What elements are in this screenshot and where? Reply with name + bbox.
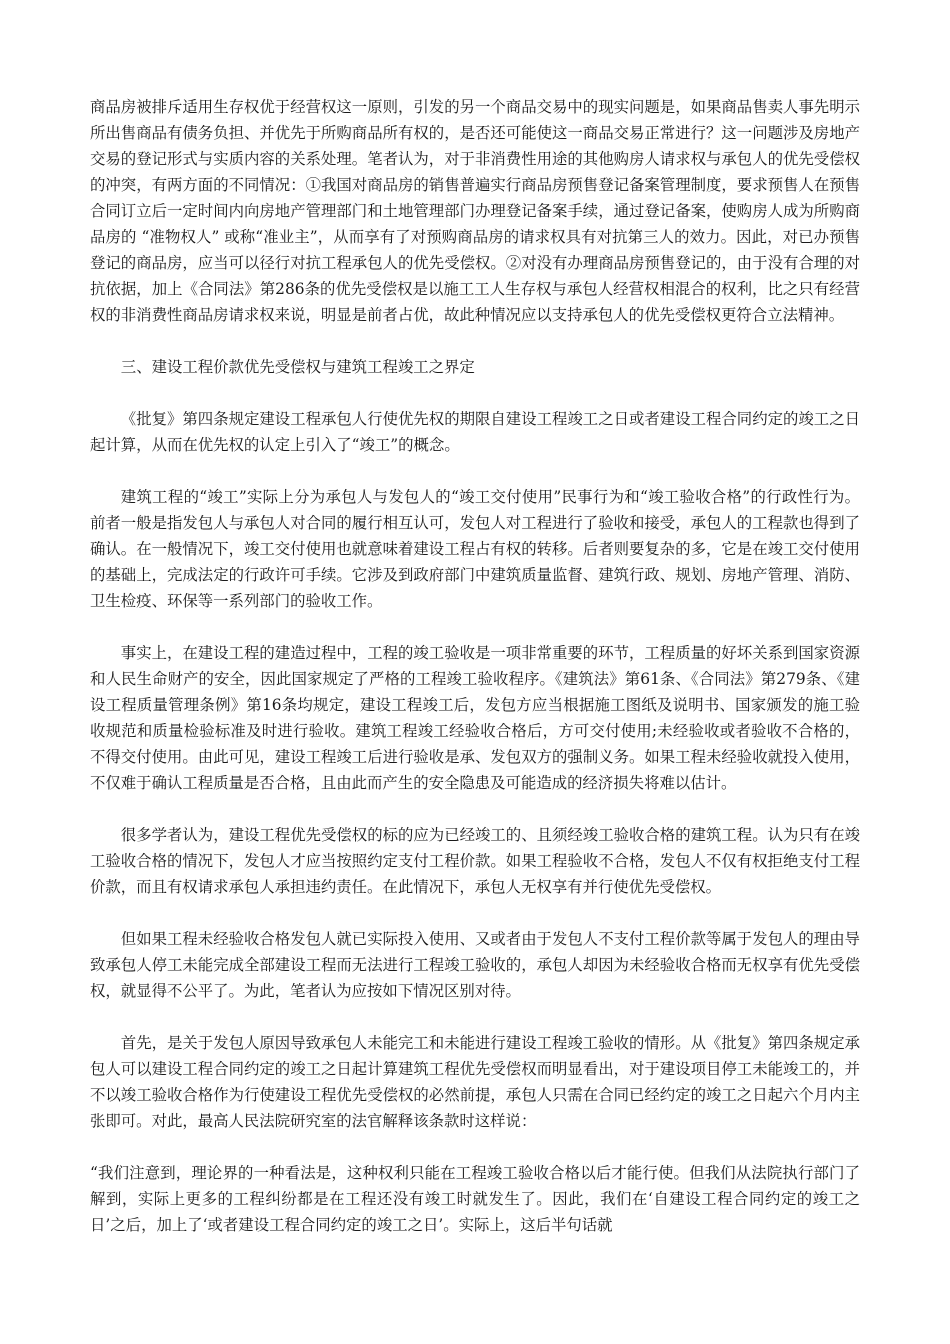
- body-paragraph: 建筑工程的“竣工”实际上分为承包人与发包人的“竣工交付使用”民事行为和“竣工验收合格”的行政性行为。前者一般是指发包人与承包人对合同的履行相互认可，发包人对工程进行了验收和接受，承包人的工程款也得到了确认。在一般情况下，竣工交付使用也就意味着建设工程占有权的转移。后者则要复杂的多，它是在竣工交付使用的基础上，完成法定的行政许可手续。它涉及到政府部门中建筑质量监督、建筑行政、规划、房地产管理、消防、卫生检疫、环保等一系列部门的验收工作。: [90, 488, 860, 610]
- quoted-paragraph: “我们注意到，理论界的一种看法是，这种权利只能在工程竣工验收合格以后才能行使。但我们从法院执行部门了解到，实际上更多的工程纠纷都是在工程还没有竣工时就发生了。因此，我们在‘自建设工程合同约定的竣工之日’之后，加上了‘或者建设工程合同约定的竣工之日’。实际上，这后半句话就: [90, 1164, 860, 1234]
- body-paragraph: 《批复》第四条规定建设工程承包人行使优先权的期限自建设工程竣工之日或者建设工程合同约定的竣工之日起计算，从而在优先权的认定上引入了“竣工”的概念。: [90, 410, 860, 454]
- body-paragraph: 商品房被排斥适用生存权优于经营权这一原则，引发的另一个商品交易中的现实问题是，如果商品售卖人事先明示所出售商品有债务负担、并优先于所购商品所有权的，是否还可能使这一商品交易正常进行？这一问题涉及房地产交易的登记形式与实质内容的关系处理。笔者认为，对于非消费性用途的其他购房人请求权与承包人的优先受偿权的冲突，有两方面的不同情况：①我国对商品房的销售普遍实行商品房预售登记备案管理制度，要求预售人在预售合同订立后一定时间内向房地产管理部门和土地管理部门办理登记备案手续，通过登记备案，使购房人成为所购商品房的 “准物权人” 或称“准业主”，从而享有了对预购商品房的请求权具有对抗第三人的效力。因此，对已办预售登记的商品房，应当可以径行对抗工程承包人的优先受偿权。②对没有办理商品房预售登记的，由于没有合理的对抗依据，加上《合同法》第286条的优先受偿权是以施工工人生存权与承包人经营权相混合的权利，比之只有经营权的非消费性商品房请求权来说，明显是前者占优，故此种情况应以支持承包人的优先受偿权更符合立法精神。: [90, 98, 860, 324]
- section-heading: 三、建设工程价款优先受偿权与建筑工程竣工之界定: [120, 358, 475, 376]
- document-page: [90, 94, 860, 1264]
- body-paragraph: 很多学者认为，建设工程优先受偿权的标的应为已经竣工的、且须经竣工验收合格的建筑工程。认为只有在竣工验收合格的情况下，发包人才应当按照约定支付工程价款。如果工程验收不合格，发包人不仅有权拒绝支付工程价款，而且有权请求承包人承担违约责任。在此情况下，承包人无权享有并行使优先受偿权。: [90, 826, 860, 896]
- body-paragraph: 但如果工程未经验收合格发包人就已实际投入使用、又或者由于发包人不支付工程价款等属于发包人的理由导致承包人停工未能完成全部建设工程而无法进行工程竣工验收的，承包人却因为未经验收合格而无权享有优先受偿权，就显得不公平了。为此，笔者认为应按如下情况区别对待。: [90, 930, 860, 1000]
- body-paragraph: 事实上，在建设工程的建造过程中，工程的竣工验收是一项非常重要的环节，工程质量的好坏关系到国家资源和人民生命财产的安全，因此国家规定了严格的工程竣工验收程序。《建筑法》第61条、《合同法》第279条、《建设工程质量管理条例》第16条均规定，建设工程竣工后，发包方应当根据施工图纸及说明书、国家颁发的施工验收规范和质量检验标准及时进行验收。建筑工程竣工经验收合格后，方可交付使用;未经验收或者验收不合格的，不得交付使用。由此可见，建设工程竣工后进行验收是承、发包双方的强制义务。如果工程未经验收就投入使用，不仅难于确认工程质量是否合格，且由此而产生的安全隐患及可能造成的经济损失将难以估计。: [90, 644, 860, 792]
- body-paragraph: 首先，是关于发包人原因导致承包人未能完工和未能进行建设工程竣工验收的情形。从《批复》第四条规定承包人可以建设工程合同约定的竣工之日起计算建筑工程优先受偿权而明显看出，对于建设项目停工未能竣工的，并不以竣工验收合格作为行使建设工程优先受偿权的必然前提，承包人只需在合同已经约定的竣工之日起六个月内主张即可。对此，最高人民法院研究室的法官解释该条款时这样说：: [90, 1034, 860, 1130]
